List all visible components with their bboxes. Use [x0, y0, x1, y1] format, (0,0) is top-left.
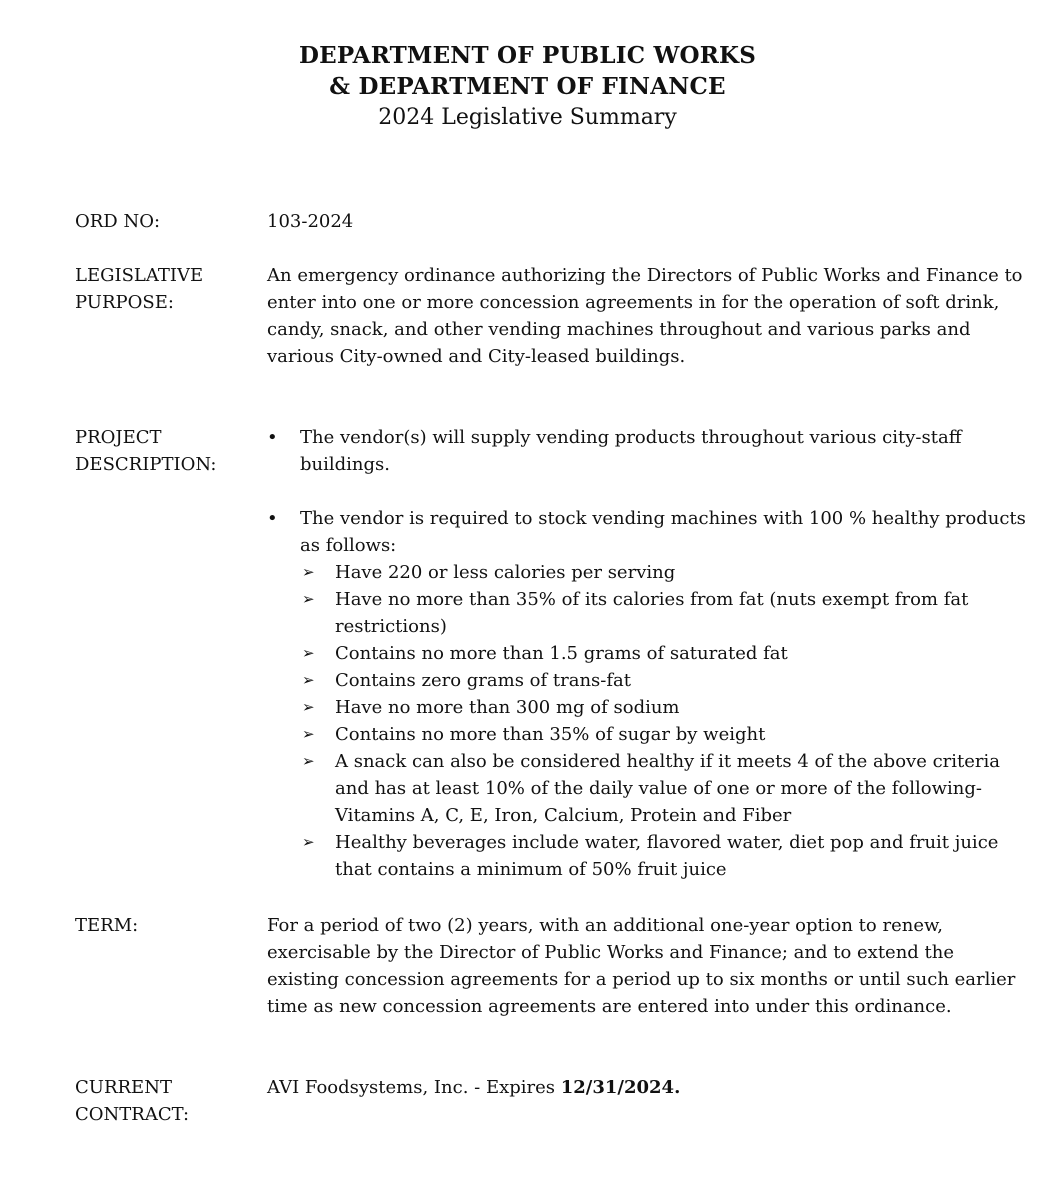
project-label-line1: PROJECT	[75, 427, 162, 448]
document-header	[0, 40, 1055, 134]
project-label	[75, 424, 255, 478]
bullet-dot: •	[267, 427, 278, 448]
purpose-text: An emergency ordinance authorizing the Directors of Public Works and Finance to enter into one or more concession agreements in for the operation of soft drink, candy, snack, and other vending machines throughout and various parks and various City-owned and City-leased buildings.	[267, 265, 1023, 367]
criteria-item: ➢ A snack can also be considered healthy if it meets 4 of the above criteria and has at least 10% of the daily value of one or more of the following-Vitamins A, C, E, Iron, Calcium, Protein and Fiber	[300, 748, 1027, 829]
purpose-label-line1: LEGISLATIVE	[75, 265, 204, 286]
project-bullets	[267, 424, 1027, 883]
arrow-bullet-icon: ➢	[302, 671, 315, 689]
criteria-item: ➢ Have no more than 35% of its calories from fat (nuts exempt from fat restrictions)	[300, 586, 1027, 640]
contract-expiry-date: 12/31/2024.	[560, 1077, 681, 1098]
criteria-item: ➢ Contains no more than 1.5 grams of saturated fat	[300, 640, 1027, 667]
header-department-finance: & DEPARTMENT OF FINANCE	[329, 73, 726, 100]
project-label-line2: DESCRIPTION:	[75, 454, 217, 475]
contract-label	[75, 1074, 255, 1128]
purpose-label	[75, 262, 255, 316]
bullet-dot: •	[267, 508, 278, 529]
term-text: For a period of two (2) years, with an additional one-year option to renew, exercisable by the Director of Public Works and Finance; and to extend the existing concession agreements for a period up to six months or until such earlier time as new concession agreements are entered into under this ordinance.	[267, 915, 1016, 1017]
contract-label-line2: CONTRACT:	[75, 1104, 190, 1125]
header-summary-title: 2024 Legislative Summary	[378, 105, 677, 130]
criteria-item: ➢ Have 220 or less calories per serving	[300, 559, 1027, 586]
bullet-text: The vendor(s) will supply vending products throughout various city-staff buildings.	[300, 427, 962, 475]
criteria-item: ➢ Contains no more than 35% of sugar by weight	[300, 721, 1027, 748]
bullet-text: The vendor is required to stock vending machines with 100 % healthy products as follows:	[300, 508, 1026, 556]
criteria-item: ➢ Have no more than 300 mg of sodium	[300, 694, 1027, 721]
project-bullet-healthy-products	[267, 505, 1027, 883]
criteria-item: ➢ Healthy beverages include water, flavored water, diet pop and fruit juice that contains a minimum of 50% fruit juice	[300, 829, 1027, 883]
arrow-bullet-icon: ➢	[302, 698, 315, 716]
arrow-bullet-icon: ➢	[302, 644, 315, 662]
criteria-list	[300, 559, 1027, 883]
arrow-bullet-icon: ➢	[302, 752, 315, 770]
ord-value: 103-2024	[267, 211, 354, 232]
arrow-bullet-icon: ➢	[302, 725, 315, 743]
contract-vendor: AVI Foodsystems, Inc. - Expires	[267, 1077, 561, 1098]
contract-text	[267, 1074, 1027, 1101]
arrow-bullet-icon: ➢	[302, 833, 315, 851]
criteria-item: ➢ Contains zero grams of trans-fat	[300, 667, 1027, 694]
purpose-label-line2: PURPOSE:	[75, 292, 174, 313]
ord-label: ORD NO:	[75, 211, 161, 232]
arrow-bullet-icon: ➢	[302, 590, 315, 608]
header-department-public-works: DEPARTMENT OF PUBLIC WORKS	[298, 42, 757, 69]
project-bullet-vendor-supply	[267, 424, 1027, 478]
arrow-bullet-icon: ➢	[302, 563, 315, 581]
term-label: TERM:	[75, 915, 139, 936]
contract-label-line1: CURRENT	[75, 1077, 172, 1098]
